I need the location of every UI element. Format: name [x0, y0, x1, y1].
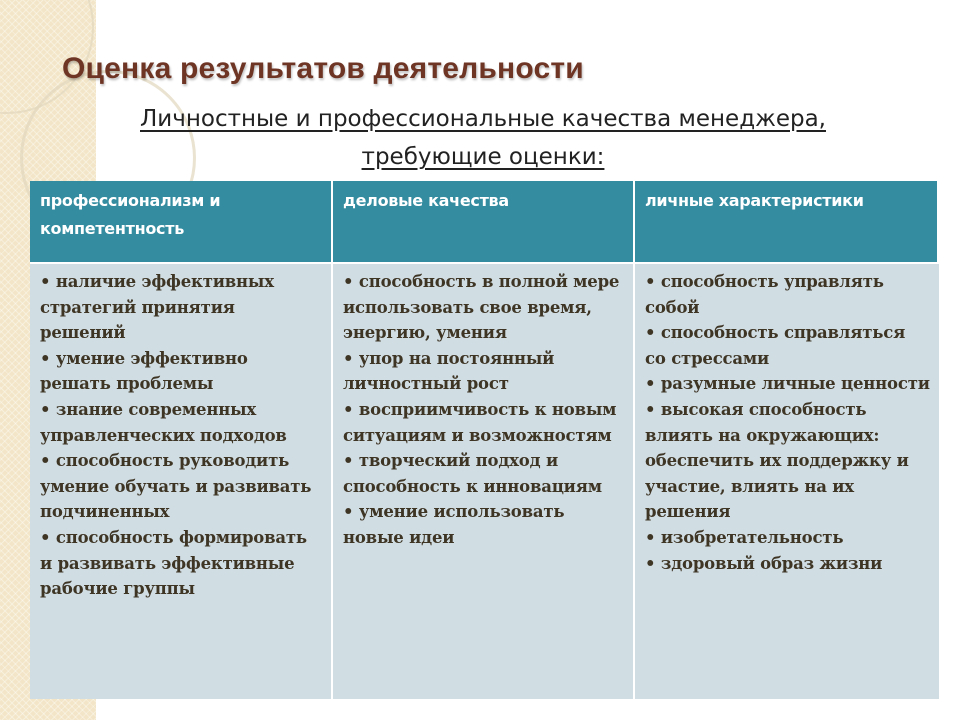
qualities-table [30, 181, 939, 699]
list-item: • умение использовать новые идеи [343, 499, 625, 550]
column-business-qualities [333, 264, 635, 699]
list-item: • знание современных управленческих подходов [40, 397, 323, 448]
list-item: • высокая способность влиять на окружающих: обеспечить их поддержку и участие, влиять на их решения [645, 397, 931, 525]
list-item: • восприимчивость к новым ситуациям и возможностям [343, 397, 625, 448]
slide-title: Оценка результатов деятельности [62, 52, 584, 85]
list-item: • умение эффективно решать проблемы [40, 346, 323, 397]
subtitle-line-2: требующие оценки: [361, 144, 605, 170]
bullet-list [40, 269, 323, 602]
list-item: • разумные личные ценности [645, 371, 931, 397]
list-item: • способность формировать и развивать эффективные рабочие группы [40, 525, 323, 602]
column-personal-characteristics [635, 264, 939, 699]
list-item: • способность справляться со стрессами [645, 320, 931, 371]
list-item: • способность в полной мере использовать свое время, энергию, умения [343, 269, 625, 346]
subtitle-line-1: Личностные и профессиональные качества менеджера, [140, 106, 826, 132]
list-item: • способность управлять собой [645, 269, 931, 320]
column-professionalism [30, 264, 333, 699]
list-item: • способность руководить умение обучать и развивать подчиненных [40, 448, 323, 525]
list-item: • изобретательность [645, 525, 931, 551]
header-business-qualities: деловые качества [333, 181, 635, 264]
list-item: • здоровый образ жизни [645, 551, 931, 577]
list-item: • творческий подход и способность к инновациям [343, 448, 625, 499]
header-personal-characteristics: личные характеристики [635, 181, 939, 264]
slide-subtitle [98, 100, 868, 176]
bullet-list [645, 269, 931, 576]
header-professionalism: профессионализм и компетентность [30, 181, 333, 264]
list-item: • наличие эффективных стратегий принятия решений [40, 269, 323, 346]
bullet-list [343, 269, 625, 551]
list-item: • упор на постоянный личностный рост [343, 346, 625, 397]
